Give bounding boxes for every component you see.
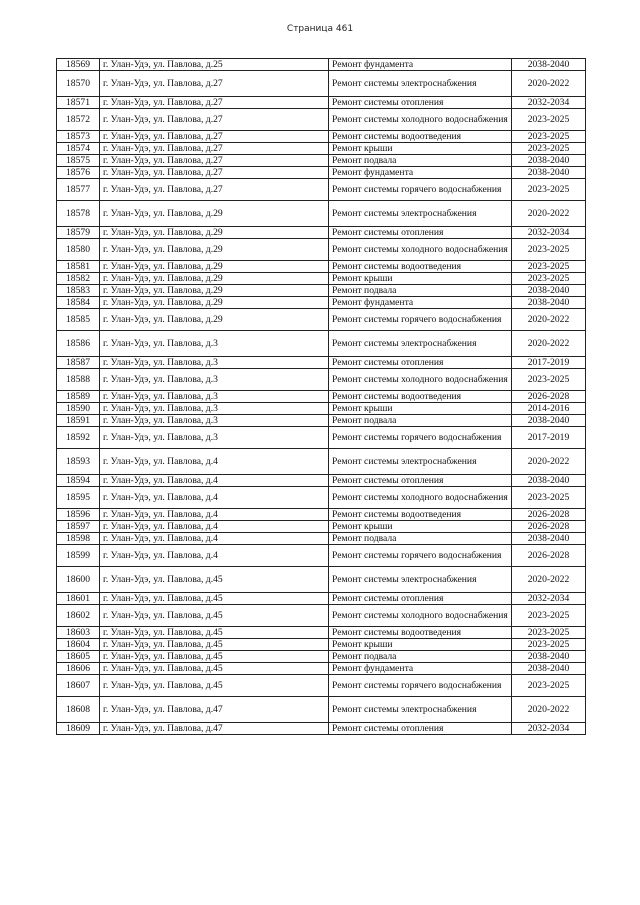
row-number-cell: 18574: [57, 143, 100, 155]
address-cell: г. Улан-Удэ, ул. Павлова, д.3: [100, 427, 329, 449]
row-number-cell: 18585: [57, 309, 100, 331]
table-row: [57, 131, 586, 143]
work-type-cell: Ремонт системы электроснабжения: [329, 331, 512, 357]
work-type-cell: Ремонт системы водоотведения: [329, 261, 512, 273]
work-type-cell: Ремонт системы горячего водоснабжения: [329, 427, 512, 449]
address-cell: г. Улан-Удэ, ул. Павлова, д.4: [100, 487, 329, 509]
work-type-cell: Ремонт крыши: [329, 639, 512, 651]
table-row: [57, 201, 586, 227]
table-row: [57, 651, 586, 663]
period-cell: 2014-2016: [512, 403, 586, 415]
table-row: [57, 155, 586, 167]
work-type-cell: Ремонт системы горячего водоснабжения: [329, 545, 512, 567]
work-type-cell: Ремонт подвала: [329, 651, 512, 663]
work-type-cell: Ремонт системы водоотведения: [329, 627, 512, 639]
address-cell: г. Улан-Удэ, ул. Павлова, д.29: [100, 309, 329, 331]
table-row: [57, 59, 586, 71]
period-cell: 2038-2040: [512, 651, 586, 663]
work-type-cell: Ремонт системы водоотведения: [329, 509, 512, 521]
table-row: [57, 97, 586, 109]
row-number-cell: 18576: [57, 167, 100, 179]
work-type-cell: Ремонт системы электроснабжения: [329, 201, 512, 227]
table-row: [57, 261, 586, 273]
table-row: [57, 697, 586, 723]
period-cell: 2026-2028: [512, 545, 586, 567]
page-number-label: Страница 461: [286, 24, 354, 34]
table-row: [57, 297, 586, 309]
address-cell: г. Улан-Удэ, ул. Павлова, д.27: [100, 179, 329, 201]
row-number-cell: 18605: [57, 651, 100, 663]
table-row: [57, 639, 586, 651]
row-number-cell: 18582: [57, 273, 100, 285]
address-cell: г. Улан-Удэ, ул. Павлова, д.29: [100, 227, 329, 239]
work-type-cell: Ремонт системы отопления: [329, 97, 512, 109]
address-cell: г. Улан-Удэ, ул. Павлова, д.27: [100, 71, 329, 97]
work-type-cell: Ремонт крыши: [329, 403, 512, 415]
work-type-cell: Ремонт системы холодного водоснабжения: [329, 109, 512, 131]
row-number-cell: 18584: [57, 297, 100, 309]
table-row: [57, 239, 586, 261]
row-number-cell: 18596: [57, 509, 100, 521]
period-cell: 2020-2022: [512, 309, 586, 331]
table-row: [57, 309, 586, 331]
address-cell: г. Улан-Удэ, ул. Павлова, д.27: [100, 109, 329, 131]
period-cell: 2023-2025: [512, 179, 586, 201]
table-row: [57, 487, 586, 509]
work-type-cell: Ремонт подвала: [329, 155, 512, 167]
table-row: [57, 331, 586, 357]
table-row: [57, 403, 586, 415]
address-cell: г. Улан-Удэ, ул. Павлова, д.45: [100, 567, 329, 593]
period-cell: 2032-2034: [512, 593, 586, 605]
work-type-cell: Ремонт системы отопления: [329, 227, 512, 239]
period-cell: 2020-2022: [512, 567, 586, 593]
row-number-cell: 18590: [57, 403, 100, 415]
period-cell: 2038-2040: [512, 167, 586, 179]
table-row: [57, 179, 586, 201]
table-row: [57, 627, 586, 639]
work-type-cell: Ремонт системы горячего водоснабжения: [329, 675, 512, 697]
period-cell: 2023-2025: [512, 109, 586, 131]
period-cell: 2038-2040: [512, 663, 586, 675]
work-type-cell: Ремонт системы электроснабжения: [329, 71, 512, 97]
row-number-cell: 18593: [57, 449, 100, 475]
work-type-cell: Ремонт фундамента: [329, 59, 512, 71]
table-row: [57, 273, 586, 285]
period-cell: 2026-2028: [512, 521, 586, 533]
row-number-cell: 18597: [57, 521, 100, 533]
work-type-cell: Ремонт системы отопления: [329, 593, 512, 605]
work-type-cell: Ремонт фундамента: [329, 297, 512, 309]
table-row: [57, 71, 586, 97]
row-number-cell: 18604: [57, 639, 100, 651]
table-row: [57, 449, 586, 475]
row-number-cell: 18598: [57, 533, 100, 545]
work-type-cell: Ремонт системы горячего водоснабжения: [329, 309, 512, 331]
table-row: [57, 475, 586, 487]
period-cell: 2038-2040: [512, 415, 586, 427]
table-row: [57, 369, 586, 391]
work-type-cell: Ремонт системы электроснабжения: [329, 697, 512, 723]
address-cell: г. Улан-Удэ, ул. Павлова, д.3: [100, 391, 329, 403]
row-number-cell: 18583: [57, 285, 100, 297]
table-row: [57, 567, 586, 593]
table-body: [57, 59, 586, 735]
address-cell: г. Улан-Удэ, ул. Павлова, д.45: [100, 627, 329, 639]
row-number-cell: 18580: [57, 239, 100, 261]
period-cell: 2023-2025: [512, 143, 586, 155]
work-type-cell: Ремонт фундамента: [329, 167, 512, 179]
address-cell: г. Улан-Удэ, ул. Павлова, д.27: [100, 131, 329, 143]
address-cell: г. Улан-Удэ, ул. Павлова, д.47: [100, 723, 329, 735]
work-type-cell: Ремонт системы водоотведения: [329, 391, 512, 403]
period-cell: 2038-2040: [512, 155, 586, 167]
address-cell: г. Улан-Удэ, ул. Павлова, д.45: [100, 663, 329, 675]
work-type-cell: Ремонт системы отопления: [329, 357, 512, 369]
period-cell: 2023-2025: [512, 273, 586, 285]
address-cell: г. Улан-Удэ, ул. Павлова, д.4: [100, 521, 329, 533]
work-type-cell: Ремонт крыши: [329, 273, 512, 285]
address-cell: г. Улан-Удэ, ул. Павлова, д.45: [100, 593, 329, 605]
address-cell: г. Улан-Удэ, ул. Павлова, д.3: [100, 369, 329, 391]
period-cell: 2032-2034: [512, 723, 586, 735]
row-number-cell: 18579: [57, 227, 100, 239]
row-number-cell: 18586: [57, 331, 100, 357]
work-type-cell: Ремонт системы электроснабжения: [329, 449, 512, 475]
table-row: [57, 427, 586, 449]
period-cell: 2023-2025: [512, 627, 586, 639]
table-row: [57, 605, 586, 627]
period-cell: 2023-2025: [512, 639, 586, 651]
address-cell: г. Улан-Удэ, ул. Павлова, д.25: [100, 59, 329, 71]
row-number-cell: 18608: [57, 697, 100, 723]
address-cell: г. Улан-Удэ, ул. Павлова, д.3: [100, 415, 329, 427]
address-cell: г. Улан-Удэ, ул. Павлова, д.45: [100, 675, 329, 697]
period-cell: 2038-2040: [512, 533, 586, 545]
period-cell: 2023-2025: [512, 369, 586, 391]
period-cell: 2038-2040: [512, 285, 586, 297]
work-type-cell: Ремонт подвала: [329, 533, 512, 545]
address-cell: г. Улан-Удэ, ул. Павлова, д.4: [100, 475, 329, 487]
table-row: [57, 227, 586, 239]
row-number-cell: 18603: [57, 627, 100, 639]
period-cell: 2038-2040: [512, 475, 586, 487]
row-number-cell: 18592: [57, 427, 100, 449]
row-number-cell: 18570: [57, 71, 100, 97]
table-row: [57, 663, 586, 675]
row-number-cell: 18588: [57, 369, 100, 391]
row-number-cell: 18600: [57, 567, 100, 593]
period-cell: 2020-2022: [512, 449, 586, 475]
address-cell: г. Улан-Удэ, ул. Павлова, д.45: [100, 639, 329, 651]
address-cell: г. Улан-Удэ, ул. Павлова, д.4: [100, 509, 329, 521]
row-number-cell: 18607: [57, 675, 100, 697]
repair-schedule-table: [56, 58, 586, 735]
period-cell: 2038-2040: [512, 297, 586, 309]
table-row: [57, 357, 586, 369]
table-row: [57, 533, 586, 545]
work-type-cell: Ремонт системы водоотведения: [329, 131, 512, 143]
period-cell: 2020-2022: [512, 201, 586, 227]
work-type-cell: Ремонт системы холодного водоснабжения: [329, 239, 512, 261]
period-cell: 2023-2025: [512, 239, 586, 261]
table-row: [57, 675, 586, 697]
period-cell: 2023-2025: [512, 487, 586, 509]
table-row: [57, 509, 586, 521]
address-cell: г. Улан-Удэ, ул. Павлова, д.3: [100, 357, 329, 369]
work-type-cell: Ремонт подвала: [329, 415, 512, 427]
table-row: [57, 109, 586, 131]
row-number-cell: 18572: [57, 109, 100, 131]
address-cell: г. Улан-Удэ, ул. Павлова, д.29: [100, 273, 329, 285]
address-cell: г. Улан-Удэ, ул. Павлова, д.29: [100, 261, 329, 273]
period-cell: 2023-2025: [512, 131, 586, 143]
work-type-cell: Ремонт системы электроснабжения: [329, 567, 512, 593]
work-type-cell: Ремонт подвала: [329, 285, 512, 297]
period-cell: 2032-2034: [512, 97, 586, 109]
row-number-cell: 18609: [57, 723, 100, 735]
table-row: [57, 391, 586, 403]
address-cell: г. Улан-Удэ, ул. Павлова, д.4: [100, 449, 329, 475]
row-number-cell: 18589: [57, 391, 100, 403]
address-cell: г. Улан-Удэ, ул. Павлова, д.29: [100, 239, 329, 261]
table-row: [57, 593, 586, 605]
address-cell: г. Улан-Удэ, ул. Павлова, д.4: [100, 545, 329, 567]
address-cell: г. Улан-Удэ, ул. Павлова, д.27: [100, 155, 329, 167]
work-type-cell: Ремонт системы отопления: [329, 475, 512, 487]
work-type-cell: Ремонт крыши: [329, 521, 512, 533]
period-cell: 2017-2019: [512, 427, 586, 449]
period-cell: 2017-2019: [512, 357, 586, 369]
row-number-cell: 18599: [57, 545, 100, 567]
address-cell: г. Улан-Удэ, ул. Павлова, д.29: [100, 297, 329, 309]
period-cell: 2032-2034: [512, 227, 586, 239]
period-cell: 2026-2028: [512, 509, 586, 521]
address-cell: г. Улан-Удэ, ул. Павлова, д.4: [100, 533, 329, 545]
row-number-cell: 18571: [57, 97, 100, 109]
address-cell: г. Улан-Удэ, ул. Павлова, д.27: [100, 143, 329, 155]
row-number-cell: 18577: [57, 179, 100, 201]
period-cell: 2038-2040: [512, 59, 586, 71]
table-row: [57, 415, 586, 427]
period-cell: 2023-2025: [512, 675, 586, 697]
row-number-cell: 18575: [57, 155, 100, 167]
row-number-cell: 18573: [57, 131, 100, 143]
work-type-cell: Ремонт фундамента: [329, 663, 512, 675]
row-number-cell: 18595: [57, 487, 100, 509]
table-row: [57, 545, 586, 567]
table-row: [57, 723, 586, 735]
period-cell: 2023-2025: [512, 261, 586, 273]
period-cell: 2026-2028: [512, 391, 586, 403]
work-type-cell: Ремонт системы холодного водоснабжения: [329, 369, 512, 391]
period-cell: 2020-2022: [512, 697, 586, 723]
address-cell: г. Улан-Удэ, ул. Павлова, д.27: [100, 97, 329, 109]
row-number-cell: 18602: [57, 605, 100, 627]
work-type-cell: Ремонт системы холодного водоснабжения: [329, 605, 512, 627]
address-cell: г. Улан-Удэ, ул. Павлова, д.27: [100, 167, 329, 179]
address-cell: г. Улан-Удэ, ул. Павлова, д.47: [100, 697, 329, 723]
work-type-cell: Ремонт крыши: [329, 143, 512, 155]
period-cell: 2020-2022: [512, 71, 586, 97]
work-type-cell: Ремонт системы горячего водоснабжения: [329, 179, 512, 201]
table-row: [57, 285, 586, 297]
address-cell: г. Улан-Удэ, ул. Павлова, д.3: [100, 403, 329, 415]
row-number-cell: 18606: [57, 663, 100, 675]
row-number-cell: 18594: [57, 475, 100, 487]
row-number-cell: 18578: [57, 201, 100, 227]
row-number-cell: 18581: [57, 261, 100, 273]
row-number-cell: 18587: [57, 357, 100, 369]
table-row: [57, 167, 586, 179]
table-row: [57, 143, 586, 155]
address-cell: г. Улан-Удэ, ул. Павлова, д.29: [100, 201, 329, 227]
address-cell: г. Улан-Удэ, ул. Павлова, д.3: [100, 331, 329, 357]
table-row: [57, 521, 586, 533]
work-type-cell: Ремонт системы холодного водоснабжения: [329, 487, 512, 509]
address-cell: г. Улан-Удэ, ул. Павлова, д.45: [100, 651, 329, 663]
work-type-cell: Ремонт системы отопления: [329, 723, 512, 735]
address-cell: г. Улан-Удэ, ул. Павлова, д.45: [100, 605, 329, 627]
period-cell: 2020-2022: [512, 331, 586, 357]
row-number-cell: 18601: [57, 593, 100, 605]
row-number-cell: 18569: [57, 59, 100, 71]
address-cell: г. Улан-Удэ, ул. Павлова, д.29: [100, 285, 329, 297]
period-cell: 2023-2025: [512, 605, 586, 627]
row-number-cell: 18591: [57, 415, 100, 427]
